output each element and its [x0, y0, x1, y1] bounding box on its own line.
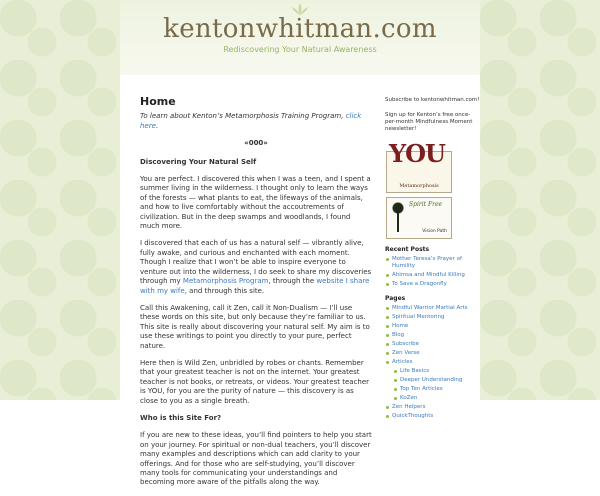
paragraph-2: [140, 239, 372, 295]
page-link-item[interactable]: Home: [385, 323, 480, 330]
main-content: [140, 97, 372, 496]
recent-post-item[interactable]: Ahimsa and Mindful Killing: [385, 272, 480, 279]
page-link-item[interactable]: QuickThoughts: [385, 413, 480, 420]
page-link-item[interactable]: Zen Helpers: [385, 404, 480, 411]
banner-metamorphosis-text: Metamorphosis: [399, 183, 439, 189]
banner-vision-path-text: Vision Path: [422, 229, 447, 234]
page-link-item[interactable]: Blog: [385, 332, 480, 339]
page-link-subitem[interactable]: Deeper Understanding: [393, 377, 480, 384]
site-title[interactable]: kentonwhitman.com: [163, 14, 437, 44]
intro-text: [140, 112, 372, 131]
page-link-subitem[interactable]: KoZen: [393, 395, 480, 402]
spirit-free-banner[interactable]: [386, 197, 452, 239]
site-tagline: Rediscovering Your Natural Awareness: [223, 45, 377, 54]
website-with-wife-link[interactable]: website I share with my wife: [140, 277, 370, 295]
page-link-item[interactable]: Articles: [385, 359, 480, 366]
separator: «000»: [244, 139, 268, 148]
pages-heading: Pages: [385, 295, 406, 302]
paragraph-4: Here then is Wild Zen, unbridled by robes or chants. Remember that your greatest teacher is not on the internet. Your greatest teacher is not books, or retreats, or videos. Your greatest teacher is YOU, for you are the purity of nature — this discovery is as close to you as a single breath.: [140, 358, 370, 405]
metamorphosis-banner[interactable]: [386, 139, 452, 193]
page-link-item[interactable]: Spiritual Mentoring: [385, 314, 480, 321]
page-link-item[interactable]: Zen Verse: [385, 350, 480, 357]
page-title: Home: [140, 95, 176, 108]
paragraph-2-text-a: I discovered that each of us has a natural self — vibrantly alive, fully awake, and curious and enchanted with each moment. Though I realize that I won’t be able to inspire everyone to venture out into the wilderness, I do seek to share my discoveries through my: [140, 239, 372, 286]
section-heading-discovering: Discovering Your Natural Self: [140, 157, 257, 166]
subscribe-text[interactable]: Subscribe to kentonwhitman.com!: [385, 97, 480, 103]
background-pattern-right: [480, 0, 600, 400]
page-link-subitem[interactable]: Life Basics: [393, 368, 480, 375]
recent-post-item[interactable]: Mother Teresa’s Prayer of Humility: [385, 256, 480, 270]
newsletter-signup-text[interactable]: Sign up for Kenton’s free once-per-month Mindfulness Moment newsletter!: [385, 112, 473, 132]
meditating-figure-icon: [391, 202, 405, 232]
intro-text-label: To learn about Kenton’s Metamorphosis Training Program,: [140, 112, 346, 121]
paragraph-2-text-c: , and through this site.: [184, 286, 265, 295]
paragraph-5: If you are new to these ideas, you’ll find pointers to help you start on your journey. For spiritual or non-dual teachers, you’ll discover many examples and descriptions which can add clarity to your offerings. And for those who are self-studying, you’ll discover many tools for communicating your understandings and becoming more aware of the pitfalls along the way.: [140, 431, 372, 487]
recent-posts-list: [385, 256, 480, 288]
page-link-item[interactable]: Subscribe: [385, 341, 480, 348]
sidebar: [385, 97, 480, 422]
paragraph-3: Call this Awakening, call it Zen, call it Non-Dualism — I’ll use these words on this site, but only because they’re familiar to us. This site is really about discovering your natural self. My aim is to use these writings to point you directly to your pure, perfect nature.: [140, 303, 370, 350]
page-link-subitem[interactable]: Top Ten Articles: [393, 386, 480, 393]
paragraph-2-text-b: , through the: [268, 277, 317, 286]
background-pattern-left: [0, 0, 120, 400]
banner-spirit-free-text: Spirit Free: [409, 201, 443, 208]
pages-list: [385, 305, 480, 420]
intro-end: .: [155, 121, 159, 130]
site-header: [120, 0, 480, 76]
recent-post-item[interactable]: To Save a Dragonfly: [385, 281, 480, 288]
metamorphosis-program-link[interactable]: Metamorphosis Program: [182, 277, 269, 286]
page-body: [120, 75, 480, 487]
click-here-link[interactable]: click here: [140, 112, 362, 130]
banner-you-text: YOU: [389, 139, 445, 168]
page-link-item[interactable]: Mindful Warrior Martial Arts: [385, 305, 480, 312]
recent-posts-heading: Recent Posts: [385, 246, 430, 253]
paragraph-1: You are perfect. I discovered this when I was a teen, and I spent a summer living in the wilderness. I thought only to learn the ways of the forests — what plants to eat, the lifeways of the animals, and how to live comfortably without the accoutrements of civilization. But in the deep swamps and woodlands, I found much more.: [140, 175, 371, 231]
section-heading-who: Who is this Site For?: [140, 413, 222, 422]
